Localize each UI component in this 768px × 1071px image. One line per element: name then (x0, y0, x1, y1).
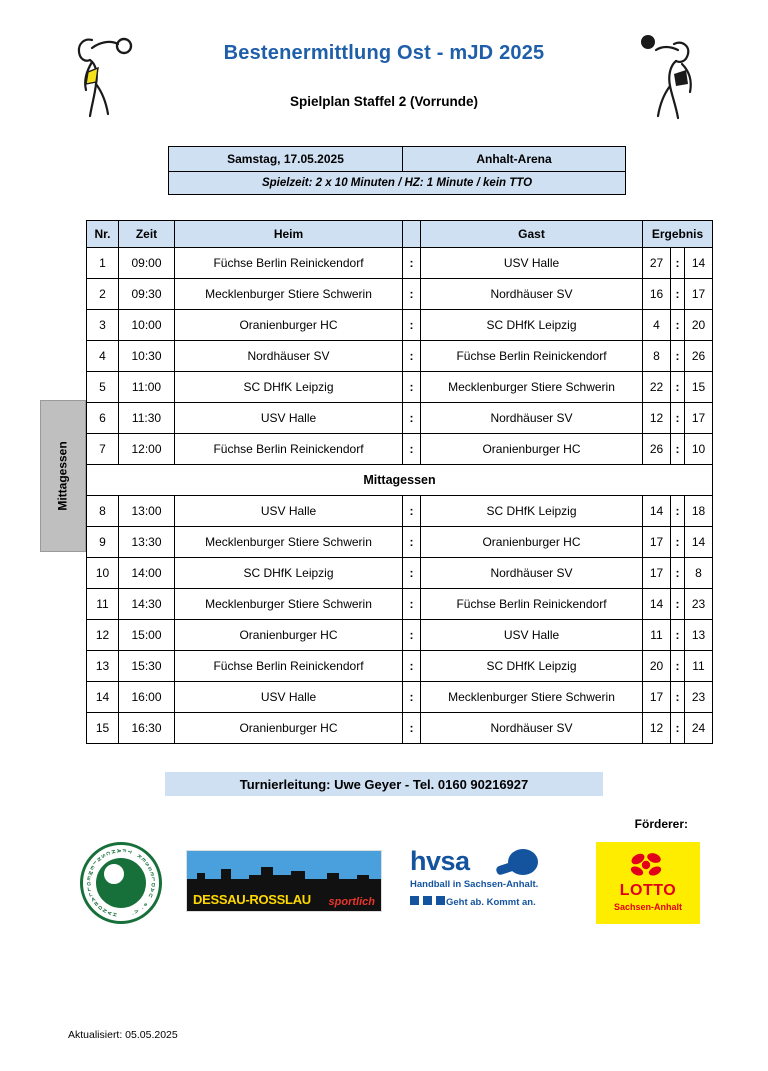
cell-tore-heim: 27 (643, 248, 671, 279)
hvsa-squares-icon (410, 896, 445, 905)
cell-tore-gast: 11 (685, 651, 713, 682)
cell-score-colon: : (671, 558, 685, 589)
column-header-nr: Nr. (87, 221, 119, 248)
cell-heim: USV Halle (175, 682, 403, 713)
cell-gast: Füchse Berlin Reinickendorf (421, 589, 643, 620)
event-rules: Spielzeit: 2 x 10 Minuten / HZ: 1 Minute / kein TTO (169, 172, 625, 194)
hvsa-swoosh-icon (508, 849, 538, 875)
cell-zeit: 09:00 (119, 248, 175, 279)
cell-heim: Füchse Berlin Reinickendorf (175, 434, 403, 465)
sponsor-label: Förderer: (634, 817, 688, 831)
cell-colon: : (403, 279, 421, 310)
cell-heim: USV Halle (175, 496, 403, 527)
lotto-flower-icon (628, 850, 666, 880)
handball-club-logo (80, 842, 162, 924)
lunch-sidebar (40, 400, 86, 552)
tournament-lead-text: Turnierleitung: Uwe Geyer - Tel. 0160 90216927 (239, 776, 529, 792)
hvsa-logo (410, 848, 590, 914)
lunch-break-label: Mittagessen (87, 465, 713, 496)
cell-heim: Füchse Berlin Reinickendorf (175, 651, 403, 682)
cell-score-colon: : (671, 279, 685, 310)
cell-gast: USV Halle (421, 248, 643, 279)
table-row (87, 496, 713, 527)
cell-heim: SC DHfK Leipzig (175, 372, 403, 403)
cell-tore-gast: 13 (685, 620, 713, 651)
column-header-heim: Heim (175, 221, 403, 248)
table-row (87, 372, 713, 403)
cell-score-colon: : (671, 434, 685, 465)
cell-tore-gast: 26 (685, 341, 713, 372)
lotto-wordmark: LOTTO (619, 882, 677, 899)
lunch-sidebar-label: Mittagessen (56, 441, 71, 511)
cell-score-colon: : (671, 713, 685, 744)
cell-gast: SC DHfK Leipzig (421, 651, 643, 682)
table-row (87, 651, 713, 682)
cell-tore-gast: 14 (685, 527, 713, 558)
table-row (87, 248, 713, 279)
cell-colon: : (403, 434, 421, 465)
table-row (87, 527, 713, 558)
cell-tore-heim: 17 (643, 682, 671, 713)
cell-heim: Mecklenburger Stiere Schwerin (175, 279, 403, 310)
lotto-region: Sachsen-Anhalt (613, 902, 682, 912)
cell-tore-gast: 18 (685, 496, 713, 527)
cell-colon: : (403, 713, 421, 744)
cell-tore-gast: 10 (685, 434, 713, 465)
hvsa-tagline-1: Handball in Sachsen-Anhalt. (410, 879, 539, 890)
cell-colon: : (403, 682, 421, 713)
event-info-row (169, 147, 625, 172)
table-row (87, 620, 713, 651)
tournament-lead-banner (165, 772, 603, 796)
cell-nr: 2 (87, 279, 119, 310)
cell-gast: Mecklenburger Stiere Schwerin (421, 372, 643, 403)
cell-colon: : (403, 651, 421, 682)
cell-score-colon: : (671, 403, 685, 434)
cell-tore-heim: 14 (643, 589, 671, 620)
table-row (87, 713, 713, 744)
cell-zeit: 14:30 (119, 589, 175, 620)
cell-tore-heim: 8 (643, 341, 671, 372)
cell-zeit: 16:30 (119, 713, 175, 744)
cell-score-colon: : (671, 589, 685, 620)
table-header-row (87, 221, 713, 248)
cell-nr: 10 (87, 558, 119, 589)
cell-tore-gast: 15 (685, 372, 713, 403)
document-header (0, 0, 768, 130)
cell-tore-gast: 17 (685, 403, 713, 434)
cell-colon: : (403, 589, 421, 620)
cell-score-colon: : (671, 248, 685, 279)
dessau-logo-name: DESSAU-ROSSLAU (193, 892, 311, 907)
cell-tore-heim: 26 (643, 434, 671, 465)
match-schedule-table (86, 220, 713, 744)
cell-gast: USV Halle (421, 620, 643, 651)
cell-tore-gast: 8 (685, 558, 713, 589)
cell-colon: : (403, 248, 421, 279)
cell-zeit: 16:00 (119, 682, 175, 713)
cell-colon: : (403, 527, 421, 558)
cell-nr: 12 (87, 620, 119, 651)
column-header-spacer (403, 221, 421, 248)
cell-nr: 4 (87, 341, 119, 372)
cell-score-colon: : (671, 310, 685, 341)
cell-tore-heim: 12 (643, 403, 671, 434)
cell-score-colon: : (671, 620, 685, 651)
cell-colon: : (403, 341, 421, 372)
cell-nr: 11 (87, 589, 119, 620)
cell-tore-gast: 20 (685, 310, 713, 341)
cell-gast: Nordhäuser SV (421, 713, 643, 744)
cell-zeit: 14:00 (119, 558, 175, 589)
cell-nr: 1 (87, 248, 119, 279)
dessau-rosslau-logo (186, 850, 382, 912)
column-header-zeit: Zeit (119, 221, 175, 248)
cell-nr: 8 (87, 496, 119, 527)
cell-zeit: 09:30 (119, 279, 175, 310)
cell-tore-gast: 23 (685, 589, 713, 620)
cell-colon: : (403, 496, 421, 527)
cell-tore-heim: 4 (643, 310, 671, 341)
table-row (87, 682, 713, 713)
page-subtitle: Spielplan Staffel 2 (Vorrunde) (289, 94, 479, 109)
page-title: Bestenermittlung Ost - mJD 2025 (223, 42, 545, 64)
cell-zeit: 11:30 (119, 403, 175, 434)
sponsor-logos (80, 842, 700, 924)
cell-colon: : (403, 372, 421, 403)
lotto-logo (596, 842, 700, 924)
cell-nr: 7 (87, 434, 119, 465)
cell-heim: Oranienburger HC (175, 620, 403, 651)
cell-heim: Oranienburger HC (175, 713, 403, 744)
dessau-skyline-icon (187, 863, 382, 887)
table-row (87, 589, 713, 620)
event-date: Samstag, 17.05.2025 (169, 147, 403, 171)
cell-gast: Mecklenburger Stiere Schwerin (421, 682, 643, 713)
table-row (87, 434, 713, 465)
cell-tore-heim: 17 (643, 558, 671, 589)
lunch-break-row (87, 465, 713, 496)
cell-score-colon: : (671, 496, 685, 527)
table-row (87, 310, 713, 341)
cell-heim: Mecklenburger Stiere Schwerin (175, 527, 403, 558)
cell-tore-heim: 16 (643, 279, 671, 310)
cell-heim: Oranienburger HC (175, 310, 403, 341)
cell-nr: 13 (87, 651, 119, 682)
cell-zeit: 11:00 (119, 372, 175, 403)
cell-heim: SC DHfK Leipzig (175, 558, 403, 589)
table-row (87, 279, 713, 310)
cell-tore-heim: 11 (643, 620, 671, 651)
table-row (87, 558, 713, 589)
cell-zeit: 10:00 (119, 310, 175, 341)
cell-heim: USV Halle (175, 403, 403, 434)
cell-heim: Nordhäuser SV (175, 341, 403, 372)
cell-gast: SC DHfK Leipzig (421, 496, 643, 527)
cell-gast: Nordhäuser SV (421, 403, 643, 434)
cell-colon: : (403, 403, 421, 434)
cell-score-colon: : (671, 341, 685, 372)
cell-score-colon: : (671, 682, 685, 713)
cell-tore-gast: 24 (685, 713, 713, 744)
event-info-box (168, 146, 626, 195)
event-venue: Anhalt-Arena (403, 147, 625, 171)
cell-tore-gast: 23 (685, 682, 713, 713)
dessau-logo-tagline: sportlich (328, 896, 375, 908)
column-header-gast: Gast (421, 221, 643, 248)
cell-tore-heim: 22 (643, 372, 671, 403)
cell-zeit: 15:30 (119, 651, 175, 682)
cell-nr: 3 (87, 310, 119, 341)
table-body (87, 248, 713, 744)
cell-nr: 9 (87, 527, 119, 558)
cell-zeit: 13:30 (119, 527, 175, 558)
cell-gast: Nordhäuser SV (421, 279, 643, 310)
column-header-ergebnis: Ergebnis (643, 221, 713, 248)
cell-zeit: 10:30 (119, 341, 175, 372)
cell-gast: SC DHfK Leipzig (421, 310, 643, 341)
cell-tore-gast: 14 (685, 248, 713, 279)
cell-heim: Füchse Berlin Reinickendorf (175, 248, 403, 279)
cell-heim: Mecklenburger Stiere Schwerin (175, 589, 403, 620)
cell-score-colon: : (671, 527, 685, 558)
cell-zeit: 12:00 (119, 434, 175, 465)
cell-zeit: 15:00 (119, 620, 175, 651)
cell-gast: Oranienburger HC (421, 527, 643, 558)
cell-zeit: 13:00 (119, 496, 175, 527)
updated-timestamp: Aktualisiert: 05.05.2025 (68, 1029, 178, 1041)
cell-score-colon: : (671, 651, 685, 682)
cell-colon: : (403, 310, 421, 341)
hvsa-tagline-2: Geht ab. Kommt an. (446, 897, 536, 908)
table-row (87, 341, 713, 372)
cell-gast: Oranienburger HC (421, 434, 643, 465)
cell-colon: : (403, 620, 421, 651)
cell-tore-gast: 17 (685, 279, 713, 310)
cell-tore-heim: 20 (643, 651, 671, 682)
cell-nr: 6 (87, 403, 119, 434)
cell-score-colon: : (671, 372, 685, 403)
hvsa-wordmark: hvsa (410, 846, 470, 876)
club-logo-ring-text: H A N D B A L L G E M E I N S C H A F T K E S S E L D A U e . V . (86, 848, 156, 918)
table-row (87, 403, 713, 434)
cell-colon: : (403, 558, 421, 589)
cell-nr: 14 (87, 682, 119, 713)
cell-tore-heim: 14 (643, 496, 671, 527)
cell-nr: 15 (87, 713, 119, 744)
cell-nr: 5 (87, 372, 119, 403)
handball-ball-icon (103, 863, 125, 885)
cell-tore-heim: 12 (643, 713, 671, 744)
cell-tore-heim: 17 (643, 527, 671, 558)
cell-gast: Füchse Berlin Reinickendorf (421, 341, 643, 372)
cell-gast: Nordhäuser SV (421, 558, 643, 589)
